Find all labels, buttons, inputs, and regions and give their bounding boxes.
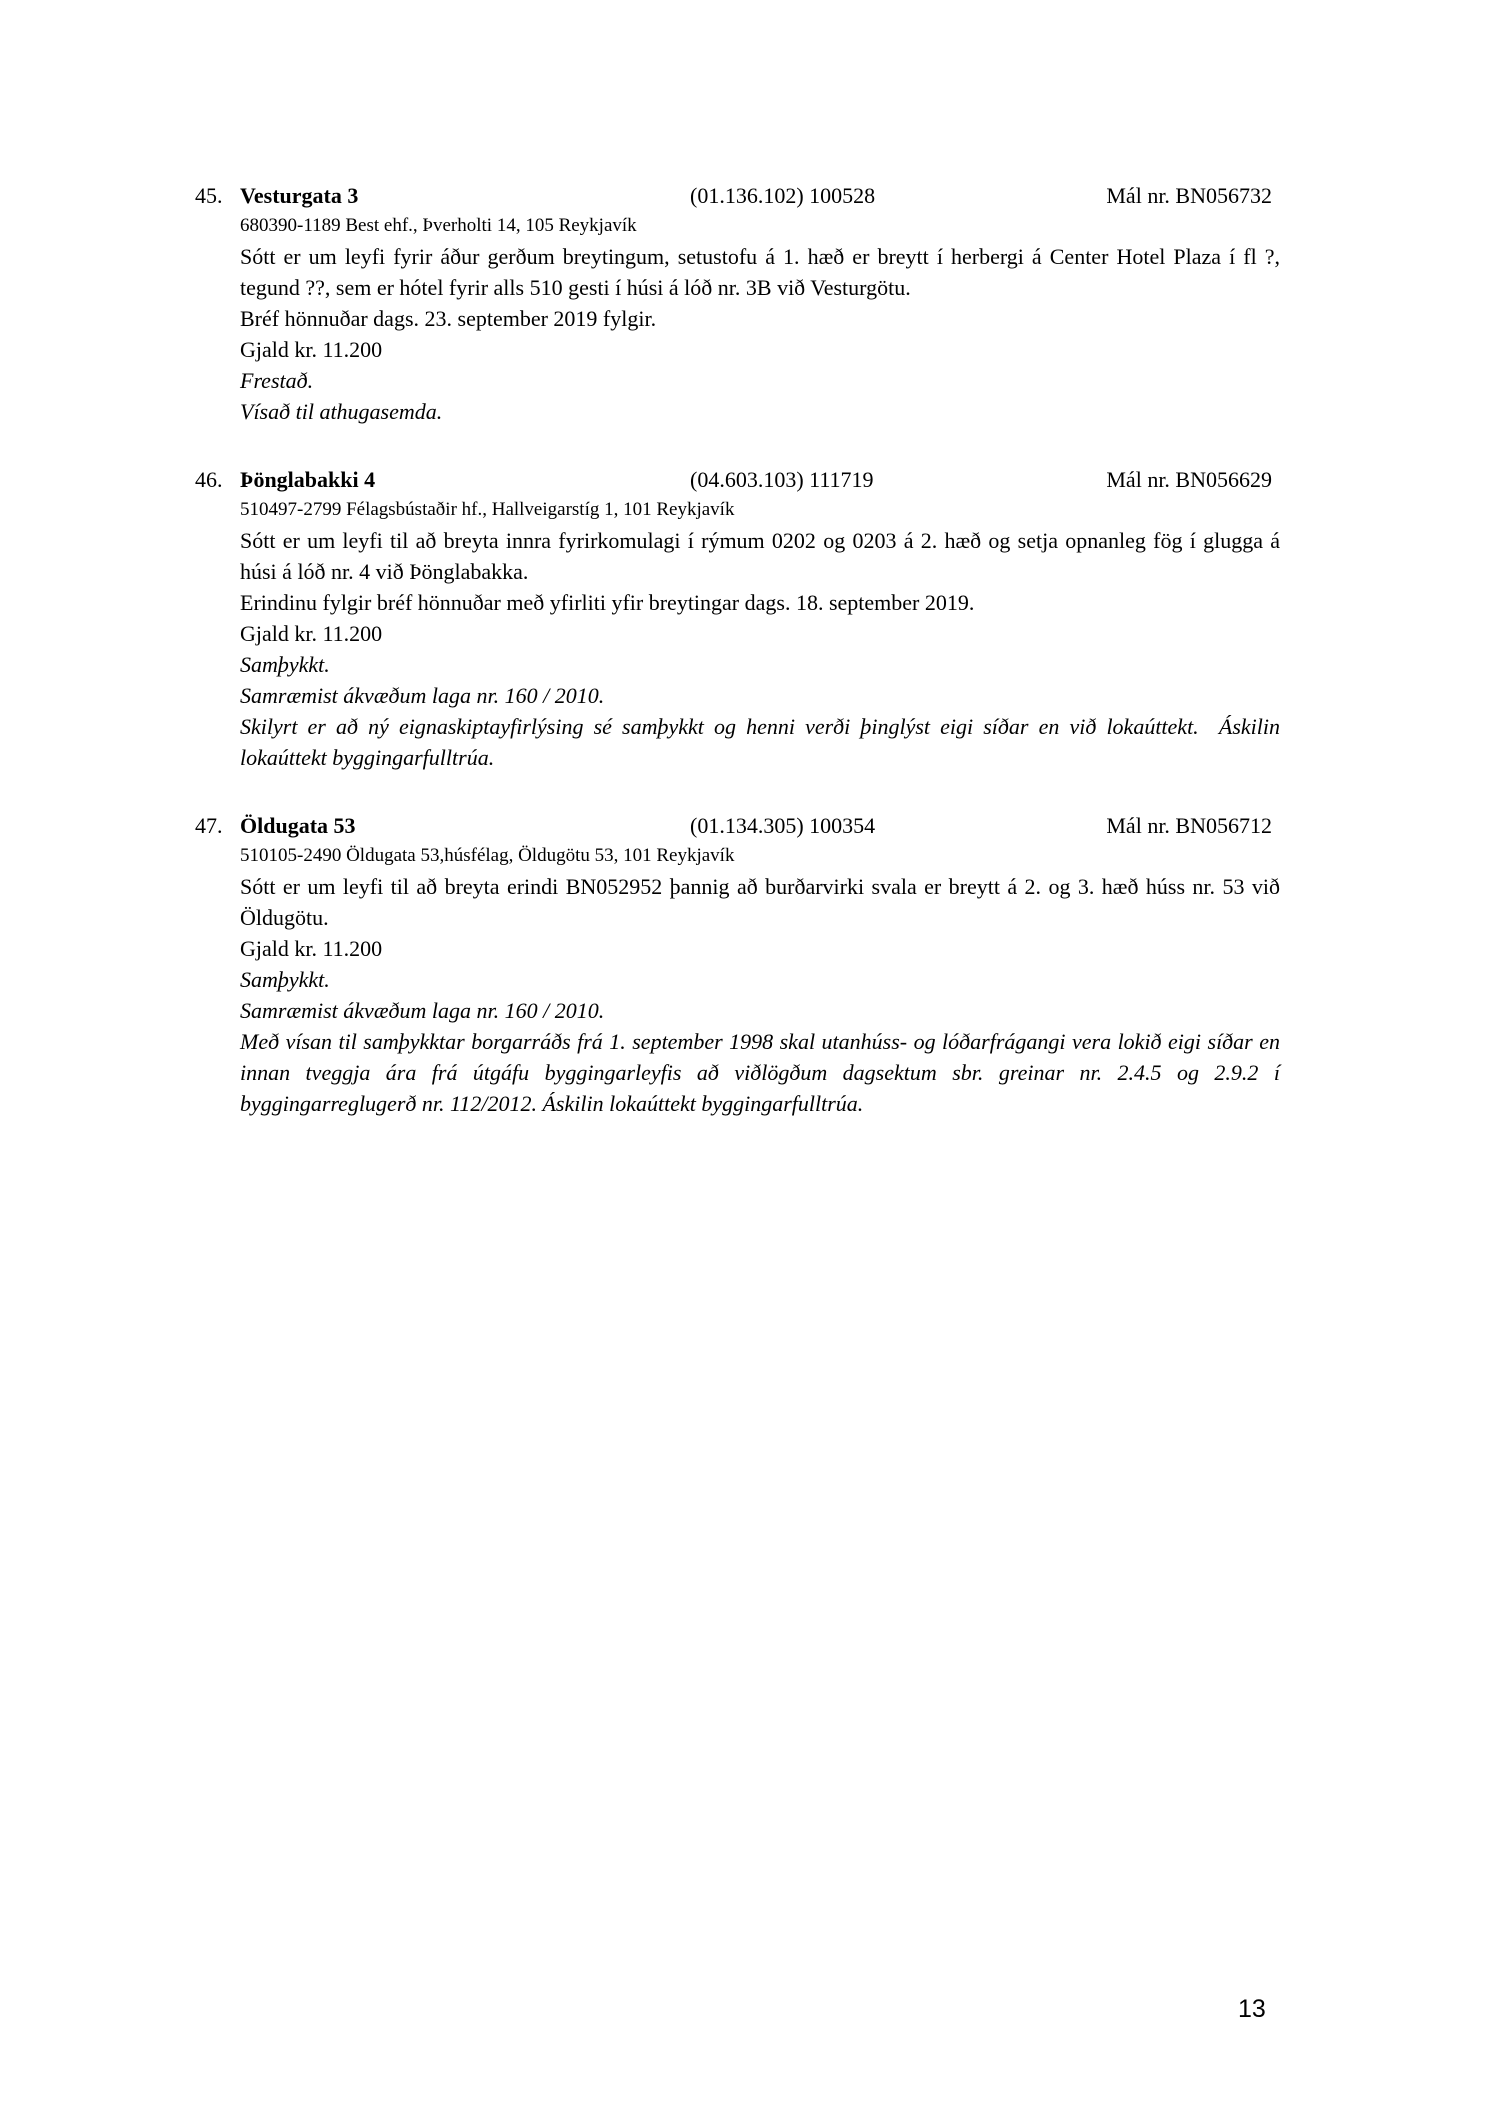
- item-body: [240, 525, 1280, 773]
- item-applicant: 510105-2490 Öldugata 53,húsfélag, Öldugötu 53, 101 Reykjavík: [240, 845, 735, 866]
- item-paragraph: Erindinu fylgir bréf hönnuðar með yfirliti yfir breytingar dags. 18. september 2019.: [240, 590, 975, 615]
- item-plot-reference: (01.136.102) 100528: [690, 183, 876, 208]
- item-paragraph: Gjald kr. 11.200: [240, 936, 383, 961]
- agenda-item: [195, 810, 1280, 1119]
- item-paragraph: Skilyrt er að ný eignaskiptayfirlýsing sé samþykkt og henni verði þinglýst eigi síðar en við lokaúttekt. Áskilin lokaúttekt byggingarfulltrúa.: [240, 714, 1280, 770]
- items-container: [195, 180, 1280, 1156]
- item-paragraph: Vísað til athugasemda.: [240, 399, 443, 424]
- item-paragraph: Samræmist ákvæðum laga nr. 160 / 2010.: [240, 683, 605, 708]
- item-paragraph: Samræmist ákvæðum laga nr. 160 / 2010.: [240, 998, 605, 1023]
- item-applicant: 510497-2799 Félagsbústaðir hf., Hallveigarstíg 1, 101 Reykjavík: [240, 499, 735, 520]
- item-plot-reference: (01.134.305) 100354: [690, 813, 876, 838]
- item-number: 45.: [195, 183, 223, 208]
- item-body: [240, 241, 1280, 427]
- item-plot-reference: (04.603.103) 111719: [690, 467, 874, 492]
- item-number: 47.: [195, 813, 223, 838]
- item-address: Öldugata 53: [240, 813, 356, 838]
- item-paragraph: Samþykkt.: [240, 652, 330, 677]
- item-case-number: Mál nr. BN056732: [1106, 183, 1272, 208]
- item-paragraph: Gjald kr. 11.200: [240, 621, 383, 646]
- agenda-item: [195, 464, 1280, 773]
- item-paragraph: Gjald kr. 11.200: [240, 337, 383, 362]
- item-address: Vesturgata 3: [240, 183, 359, 208]
- item-address: Þönglabakki 4: [240, 467, 376, 492]
- item-header: [195, 180, 1280, 211]
- item-paragraph: Sótt er um leyfi fyrir áður gerðum breytingum, setustofu á 1. hæð er breytt í herbergi á Center Hotel Plaza í fl ?, tegund ??, sem er hótel fyrir alls 510 gesti í húsi á lóð nr. 3B við Vesturgötu.: [240, 244, 1280, 300]
- item-paragraph: Bréf hönnuðar dags. 23. september 2019 fylgir.: [240, 306, 657, 331]
- item-header: [195, 810, 1280, 841]
- item-case-number: Mál nr. BN056629: [1106, 467, 1272, 492]
- item-paragraph: Samþykkt.: [240, 967, 330, 992]
- item-applicant: 680390-1189 Best ehf., Þverholti 14, 105 Reykjavík: [240, 215, 637, 236]
- item-paragraph: Með vísan til samþykktar borgarráðs frá 1. september 1998 skal utanhúss- og lóðarfrágangi vera lokið eigi síðar en innan tveggja ára frá útgáfu byggingarleyfis að viðlögðum dagsektum sbr. greinar nr. 2.4.5 og 2.9.2 í byggingarreglugerð nr. 112/2012. Áskilin lokaúttekt byggingarfulltrúa.: [240, 1029, 1280, 1116]
- item-body: [240, 871, 1280, 1119]
- item-header: [195, 464, 1280, 495]
- item-paragraph: Sótt er um leyfi til að breyta erindi BN052952 þannig að burðarvirki svala er breytt á 2. og 3. hæð húss nr. 53 við Öldugötu.: [240, 874, 1280, 930]
- agenda-item: [195, 180, 1280, 427]
- item-paragraph: Sótt er um leyfi til að breyta innra fyrirkomulagi í rýmum 0202 og 0203 á 2. hæð og setja opnanleg fög í glugga á húsi á lóð nr. 4 við Þönglabakka.: [240, 528, 1280, 584]
- item-case-number: Mál nr. BN056712: [1106, 813, 1272, 838]
- item-number: 46.: [195, 467, 223, 492]
- page-number: 13: [1238, 1995, 1266, 2023]
- item-paragraph: Frestað.: [240, 368, 314, 393]
